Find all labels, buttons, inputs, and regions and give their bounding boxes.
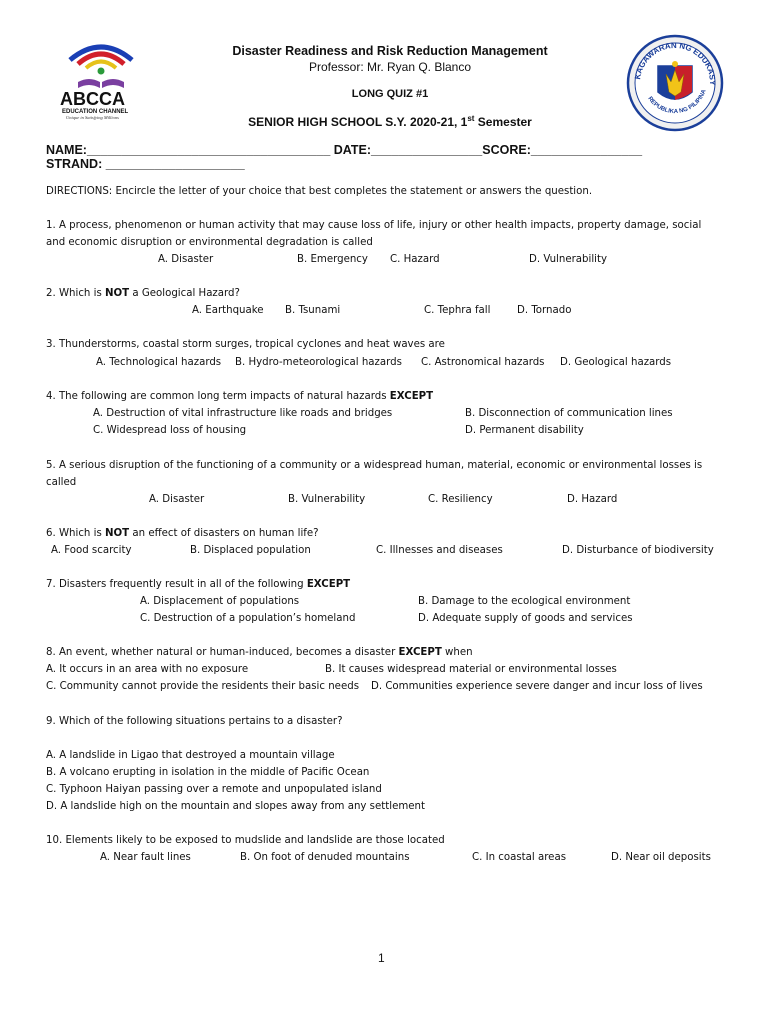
q8-choice-c[interactable]: C. Community cannot provide the residents their basic needs bbox=[46, 681, 359, 692]
svg-text:REPUBLIKA NG PILIPINAS: REPUBLIKA NG PILIPINA bbox=[646, 88, 708, 116]
question-6-text: 6. Which is NOT an effect of disasters on human life? bbox=[46, 528, 319, 539]
q2-choice-d[interactable]: D. Tornado bbox=[517, 305, 572, 316]
q5-choice-b[interactable]: B. Vulnerability bbox=[288, 494, 366, 505]
q9-choice-b[interactable]: B. A volcano erupting in isolation in the middle of Pacific Ocean bbox=[46, 767, 370, 778]
q8-choice-d[interactable]: D. Communities experience severe danger and incur loss of lives bbox=[371, 681, 703, 692]
q10-choice-a[interactable]: A. Near fault lines bbox=[100, 852, 191, 863]
directions: DIRECTIONS: Encircle the letter of your choice that best completes the statement or answers the question. bbox=[46, 186, 593, 197]
question-4-text: 4. The following are common long term impacts of natural hazards EXCEPT bbox=[46, 391, 434, 402]
q5-choice-d[interactable]: D. Hazard bbox=[567, 494, 618, 505]
q8-choice-b[interactable]: B. It causes widespread material or environmental losses bbox=[325, 664, 617, 675]
q7-choice-a[interactable]: A. Displacement of populations bbox=[140, 596, 300, 607]
svg-text:EDUCATION CHANNEL: EDUCATION CHANNEL bbox=[62, 109, 129, 115]
document-title: Disaster Readiness and Risk Reduction Management bbox=[232, 44, 548, 58]
question-1-text: 1. A process, phenomenon or human activity that may cause loss of life, injury or other health impacts, property damage, social bbox=[46, 220, 702, 231]
q5-choice-a[interactable]: A. Disaster bbox=[149, 494, 205, 505]
svg-text:Unique in Satisfying Millions: Unique in Satisfying Millions bbox=[66, 115, 119, 120]
q3-choice-c[interactable]: C. Astronomical hazards bbox=[421, 357, 545, 368]
school-year-line: SENIOR HIGH SCHOOL S.Y. 2020-21, 1st Semester bbox=[248, 114, 532, 129]
question-3-text: 3. Thunderstorms, coastal storm surges, tropical cyclones and heat waves are bbox=[46, 339, 445, 350]
q3-choice-a[interactable]: A. Technological hazards bbox=[96, 357, 222, 368]
q4-choice-d[interactable]: D. Permanent disability bbox=[465, 425, 584, 436]
question-8-text: 8. An event, whether natural or human-induced, becomes a disaster EXCEPT when bbox=[46, 647, 473, 658]
q2-choice-c[interactable]: C. Tephra fall bbox=[424, 305, 491, 316]
q3-choice-d[interactable]: D. Geological hazards bbox=[560, 357, 672, 368]
question-5-text: 5. A serious disruption of the functioning of a community or a widespread human, material, economic or environmental losses is bbox=[46, 460, 703, 471]
strand-line: STRAND: ____________________ bbox=[46, 157, 245, 171]
q6-choice-b[interactable]: B. Displaced population bbox=[190, 545, 311, 556]
q3-choice-b[interactable]: B. Hydro-meteorological hazards bbox=[235, 357, 402, 368]
question-7-text: 7. Disasters frequently result in all of the following EXCEPT bbox=[46, 579, 351, 590]
question-1-text-cont: and economic disruption or environmental degradation is called bbox=[46, 237, 373, 248]
q1-choice-a[interactable]: A. Disaster bbox=[158, 254, 214, 265]
professor-line: Professor: Mr. Ryan Q. Blanco bbox=[308, 60, 472, 74]
q1-choice-c[interactable]: C. Hazard bbox=[390, 254, 440, 265]
q7-choice-b[interactable]: B. Damage to the ecological environment bbox=[418, 596, 631, 607]
q5-choice-c[interactable]: C. Resiliency bbox=[428, 494, 493, 505]
q10-choice-d[interactable]: D. Near oil deposits bbox=[611, 852, 711, 863]
question-5-text-cont: called bbox=[46, 477, 77, 488]
q9-choice-c[interactable]: C. Typhoon Haiyan passing over a remote and unpopulated island bbox=[46, 784, 382, 795]
q9-choice-a[interactable]: A. A landslide in Ligao that destroyed a mountain village bbox=[46, 750, 335, 761]
abcca-logo-text: ABCCA bbox=[60, 89, 125, 109]
q6-choice-c[interactable]: C. Illnesses and diseases bbox=[376, 545, 503, 556]
question-2-text: 2. Which is NOT a Geological Hazard? bbox=[46, 288, 240, 299]
q1-choice-b[interactable]: B. Emergency bbox=[297, 254, 368, 265]
q4-choice-c[interactable]: C. Widespread loss of housing bbox=[93, 425, 247, 436]
q6-choice-d[interactable]: D. Disturbance of biodiversity bbox=[562, 545, 714, 556]
q7-choice-d[interactable]: D. Adequate supply of goods and services bbox=[418, 613, 633, 624]
abcca-logo bbox=[56, 38, 146, 120]
deped-seal bbox=[626, 34, 724, 132]
question-10-text: 10. Elements likely to be exposed to mudslide and landslide are those located bbox=[46, 835, 445, 846]
q2-choice-b[interactable]: B. Tsunami bbox=[285, 305, 341, 316]
q10-choice-c[interactable]: C. In coastal areas bbox=[472, 852, 567, 863]
q9-choice-d[interactable]: D. A landslide high on the mountain and slopes away from any settlement bbox=[46, 801, 425, 812]
page-number: 1 bbox=[378, 951, 385, 965]
q6-choice-a[interactable]: A. Food scarcity bbox=[51, 545, 132, 556]
q4-choice-b[interactable]: B. Disconnection of communication lines bbox=[465, 408, 673, 419]
q4-choice-a[interactable]: A. Destruction of vital infrastructure like roads and bridges bbox=[93, 408, 393, 419]
name-date-score-line: NAME:___________________________________ DATE:________________SCORE:________________ bbox=[46, 143, 643, 157]
question-9-text: 9. Which of the following situations pertains to a disaster? bbox=[46, 716, 343, 727]
q8-choice-a[interactable]: A. It occurs in an area with no exposure bbox=[46, 664, 249, 675]
quiz-title: LONG QUIZ #1 bbox=[351, 88, 429, 100]
svg-text:KAGAWARAN NG EDUKASYON: KAGAWARAN NG EDUKASY bbox=[633, 40, 718, 86]
q1-choice-d[interactable]: D. Vulnerability bbox=[529, 254, 608, 265]
q10-choice-b[interactable]: B. On foot of denuded mountains bbox=[240, 852, 410, 863]
q2-choice-a[interactable]: A. Earthquake bbox=[192, 305, 264, 316]
q7-choice-c[interactable]: C. Destruction of a population’s homeland bbox=[140, 613, 356, 624]
